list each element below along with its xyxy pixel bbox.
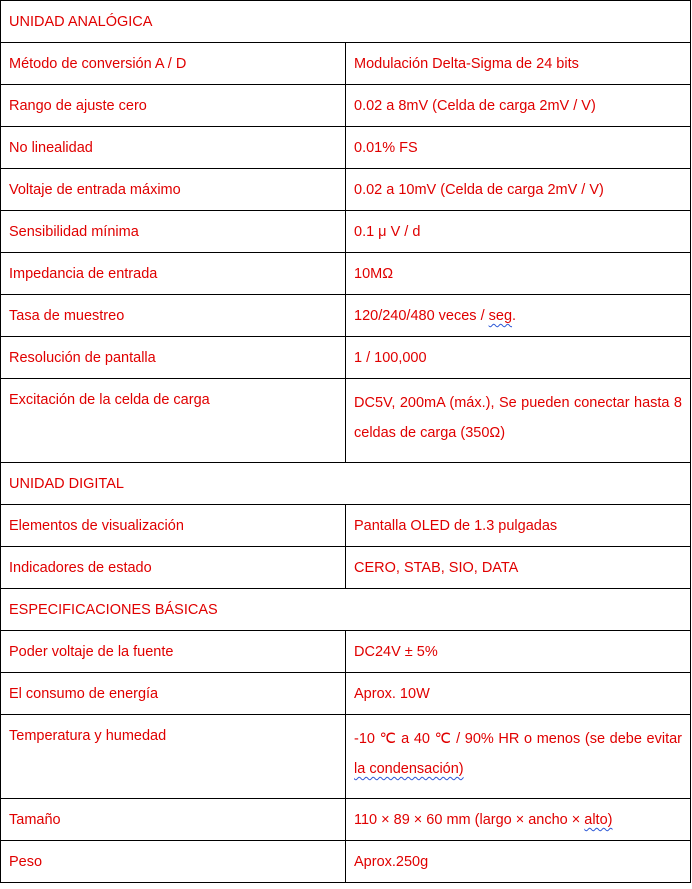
spec-value: CERO, STAB, SIO, DATA — [346, 547, 691, 589]
spec-label: Tasa de muestreo — [1, 295, 346, 337]
spec-value: 0.1 μ V / d — [346, 211, 691, 253]
spec-label: Sensibilidad mínima — [1, 211, 346, 253]
spec-label: Temperatura y humedad — [1, 715, 346, 799]
spec-value-text: 120/240/480 veces / — [354, 308, 489, 324]
table-row — [1, 253, 691, 295]
spec-value: 0.02 a 10mV (Celda de carga 2mV / V) — [346, 169, 691, 211]
section-header-row — [1, 1, 691, 43]
table-row — [1, 547, 691, 589]
spec-value: 0.02 a 8mV (Celda de carga 2mV / V) — [346, 85, 691, 127]
spec-value: 1 / 100,000 — [346, 337, 691, 379]
spec-label: Método de conversión A / D — [1, 43, 346, 85]
spec-label: Rango de ajuste cero — [1, 85, 346, 127]
spec-value — [346, 715, 691, 799]
spec-value: Aprox.250g — [346, 841, 691, 883]
table-row — [1, 505, 691, 547]
spec-label: Excitación de la celda de carga — [1, 379, 346, 463]
section-title-basic: ESPECIFICACIONES BÁSICAS — [1, 589, 691, 631]
spellcheck-marked-text: alto) — [584, 812, 613, 828]
spellcheck-marked-text: seg — [488, 308, 513, 324]
spec-value-suffix: . — [512, 308, 517, 324]
table-row — [1, 379, 691, 463]
table-row — [1, 337, 691, 379]
section-title-digital: UNIDAD DIGITAL — [1, 463, 691, 505]
table-row — [1, 799, 691, 841]
section-title-analog: UNIDAD ANALÓGICA — [1, 1, 691, 43]
spec-value: 0.01% FS — [346, 127, 691, 169]
spec-value: DC5V, 200mA (máx.), Se pueden conectar hasta 8 celdas de carga (350Ω) — [346, 379, 691, 463]
spec-label: Peso — [1, 841, 346, 883]
spec-label: Resolución de pantalla — [1, 337, 346, 379]
spec-value: DC24V ± 5% — [346, 631, 691, 673]
spec-label: El consumo de energía — [1, 673, 346, 715]
spec-label: Elementos de visualización — [1, 505, 346, 547]
table-row — [1, 841, 691, 883]
spec-value-text: -10 ℃ a 40 ℃ / 90% HR o menos (se debe evitar — [354, 731, 682, 747]
spec-label: Poder voltaje de la fuente — [1, 631, 346, 673]
spec-value: Modulación Delta-Sigma de 24 bits — [346, 43, 691, 85]
spec-value: 10MΩ — [346, 253, 691, 295]
spec-label: No linealidad — [1, 127, 346, 169]
table-row — [1, 43, 691, 85]
table-row — [1, 127, 691, 169]
table-row — [1, 631, 691, 673]
spec-label: Voltaje de entrada máximo — [1, 169, 346, 211]
table-row — [1, 295, 691, 337]
section-header-row — [1, 463, 691, 505]
spec-label: Tamaño — [1, 799, 346, 841]
spec-label: Impedancia de entrada — [1, 253, 346, 295]
table-row — [1, 211, 691, 253]
spellcheck-marked-text: la condensación) — [354, 761, 464, 777]
spec-label: Indicadores de estado — [1, 547, 346, 589]
spec-value-text: 110 × 89 × 60 mm (largo × ancho × — [354, 812, 585, 828]
table-row — [1, 715, 691, 799]
table-row — [1, 673, 691, 715]
table-row — [1, 169, 691, 211]
section-header-row — [1, 589, 691, 631]
table-row — [1, 85, 691, 127]
spec-value — [346, 295, 691, 337]
spec-value — [346, 799, 691, 841]
spec-value: Pantalla OLED de 1.3 pulgadas — [346, 505, 691, 547]
spec-value: Aprox. 10W — [346, 673, 691, 715]
